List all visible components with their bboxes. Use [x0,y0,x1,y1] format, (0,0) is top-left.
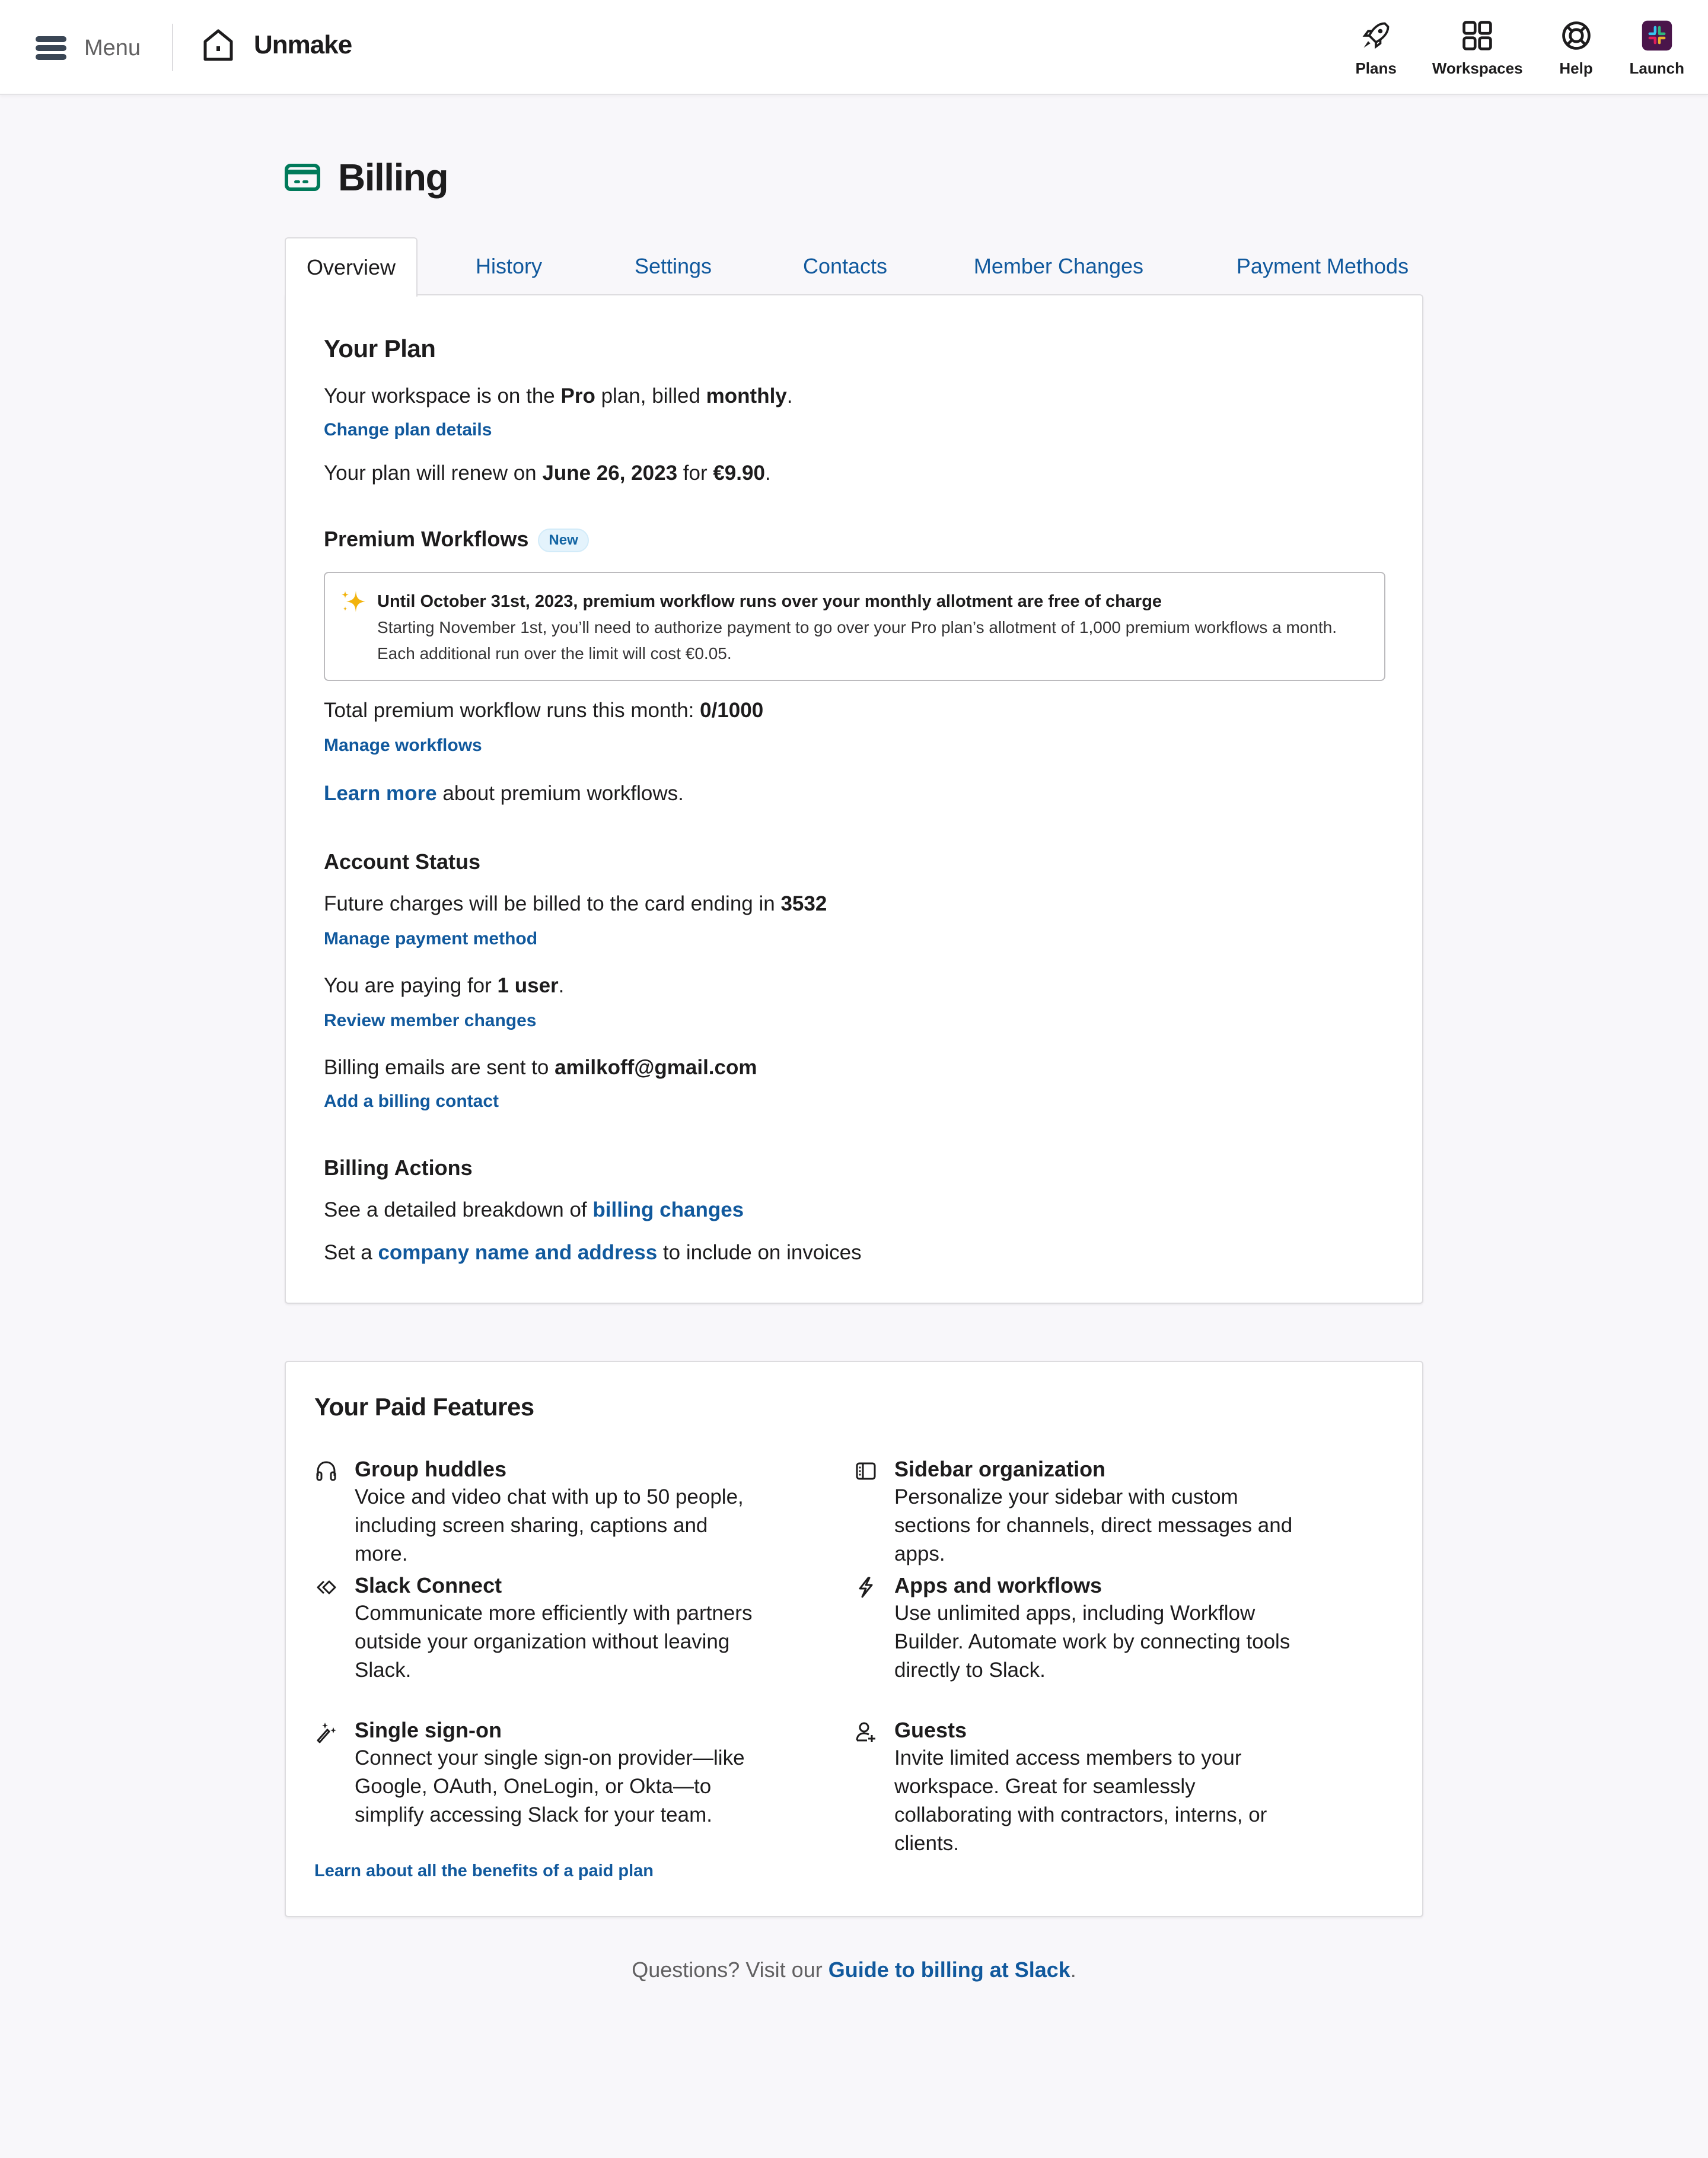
feature-apps-and-workflows [854,1572,1305,1685]
text: See a detailed breakdown of [324,1198,593,1221]
page-title: Billing [338,156,448,199]
text: . [1070,1958,1076,1982]
company-line [324,1241,1384,1265]
headphones-icon [314,1459,338,1483]
card-last4: 3532 [780,892,827,915]
feature-name: Single sign-on [355,1718,502,1742]
breakdown-line [324,1198,1384,1222]
tab-history[interactable]: History [475,254,542,278]
runs-value: 0/1000 [700,699,764,722]
credit-card-icon [285,164,320,191]
feature-name: Group huddles [355,1457,506,1481]
notice-title: Until October 31st, 2023, premium workflow runs over your monthly allotment are free of charge [377,592,1162,611]
change-plan-details-link[interactable]: Change plan details [324,420,492,440]
company-name-address-link[interactable]: company name and address [378,1241,658,1264]
card-info [324,892,1384,916]
billing-cycle: monthly [706,384,787,408]
tab-contacts[interactable]: Contacts [802,254,888,278]
renew-amount: €9.90 [713,461,765,485]
users-value: 1 user [497,974,559,997]
your-plan-heading: Your Plan [324,335,436,362]
feature-desc: Connect your single sign-on provider—like Google, OAuth, OneLogin, or Okta—to simplify accessing Slack for your team. [355,1746,745,1826]
text: for [677,461,713,485]
page-header [285,155,448,199]
billing-guide-link[interactable]: Guide to billing at Slack [828,1958,1070,1982]
text: . [786,384,793,408]
billing-tabs [285,237,1423,295]
feature-name: Sidebar organization [894,1457,1106,1481]
paid-plan-benefits-link[interactable]: Learn about all the benefits of a paid plan [314,1861,654,1880]
renewal-info [324,461,1384,485]
manage-payment-method-link[interactable]: Manage payment method [324,929,538,948]
menu-button[interactable] [36,30,141,66]
text: Set a [324,1241,378,1264]
text: You are paying for [324,974,498,997]
sidebar-icon [854,1459,878,1483]
renew-date: June 26, 2023 [542,461,678,485]
nav-label: Workspaces [1432,59,1523,77]
heading-text: Premium Workflows [324,527,529,551]
grid-icon [1460,18,1495,53]
top-bar [0,0,1708,95]
paid-features-heading: Your Paid Features [314,1393,534,1421]
tab-settings[interactable]: Settings [634,254,712,278]
feature-group-huddles [314,1456,765,1568]
home-icon [200,28,236,62]
menu-label: Menu [84,35,141,61]
manage-workflows-link[interactable]: Manage workflows [324,736,482,755]
workspace-home-link[interactable] [200,28,352,62]
user-count [324,974,1384,998]
topbar-divider [172,24,173,71]
add-billing-contact-link[interactable]: Add a billing contact [324,1091,499,1111]
tab-member-changes[interactable]: Member Changes [973,254,1144,278]
feature-name: Apps and workflows [894,1573,1102,1597]
learn-more-line [324,782,1384,806]
text: . [764,461,771,485]
overview-panel [285,294,1423,1304]
nav-label: Plans [1355,59,1397,77]
new-badge: New [538,529,588,552]
text: about premium workflows. [436,782,684,805]
feature-guests [854,1717,1305,1858]
feature-slack-connect [314,1572,765,1685]
feature-name: Guests [894,1718,967,1742]
text: Billing emails are sent to [324,1056,555,1079]
nav-workspaces[interactable] [1432,18,1523,78]
text: Future charges will be billed to the card ending in [324,892,781,915]
workspace-name: Unmake [254,30,352,59]
top-nav [1320,18,1684,78]
nav-launch[interactable] [1630,18,1684,78]
text: plan, billed [595,384,706,408]
paid-features-panel [285,1361,1423,1917]
tab-overview[interactable]: Overview [285,237,418,297]
text: Your workspace is on the [324,384,561,408]
slack-logo-icon [1639,18,1675,53]
plan-summary [324,384,1384,408]
nav-plans[interactable] [1355,18,1396,78]
nav-label: Help [1559,59,1593,77]
billing-email [324,1056,1384,1080]
premium-workflows-heading [324,527,1384,552]
lightning-icon [854,1575,878,1599]
rocket-icon [1358,18,1394,53]
text: Your plan will renew on [324,461,543,485]
text: Questions? Visit our [632,1958,828,1982]
learn-more-link[interactable]: Learn more [324,782,437,805]
lifebuoy-icon [1559,18,1594,53]
feature-desc: Voice and video chat with up to 50 people, including screen sharing, captions and more. [355,1485,744,1565]
feature-desc: Personalize your sidebar with custom sections for channels, direct messages and apps. [894,1485,1293,1565]
plan-name: Pro [560,384,595,408]
nav-help[interactable] [1559,18,1594,78]
billing-help-footer [0,1958,1708,1982]
review-member-changes-link[interactable]: Review member changes [324,1011,537,1030]
text: Total premium workflow runs this month: [324,699,700,722]
feature-desc: Invite limited access members to your workspace. Great for seamlessly collaborating with contractors, interns, or clients. [894,1746,1267,1855]
feature-sidebar-organization [854,1456,1305,1568]
add-person-icon [854,1720,878,1744]
feature-name: Slack Connect [355,1573,502,1597]
text: to include on invoices [657,1241,862,1264]
billing-changes-link[interactable]: billing changes [592,1198,744,1221]
feature-single-sign-on [314,1717,765,1829]
workflow-notice [324,572,1385,681]
hamburger-icon [36,36,66,60]
workflow-runs [324,699,1384,722]
notice-body: Starting November 1st, you’ll need to authorize payment to go over your Pro plan’s allotment of 1,000 premium workflows a month. Each additional run over the limit will cost €0.05. [377,618,1337,663]
text: . [558,974,565,997]
billing-actions-heading: Billing Actions [324,1156,473,1180]
nav-label: Launch [1629,59,1684,77]
feature-desc: Communicate more efficiently with partners outside your organization without leaving Slack. [355,1602,753,1682]
sparkles-icon [340,588,367,615]
account-status-heading: Account Status [324,849,481,874]
magic-wand-icon [314,1720,338,1744]
feature-desc: Use unlimited apps, including Workflow Builder. Automate work by connecting tools directly to Slack. [894,1602,1290,1682]
slack-connect-icon [314,1575,338,1599]
email-value: amilkoff@gmail.com [555,1056,757,1079]
tab-payment-methods[interactable]: Payment Methods [1236,254,1409,278]
